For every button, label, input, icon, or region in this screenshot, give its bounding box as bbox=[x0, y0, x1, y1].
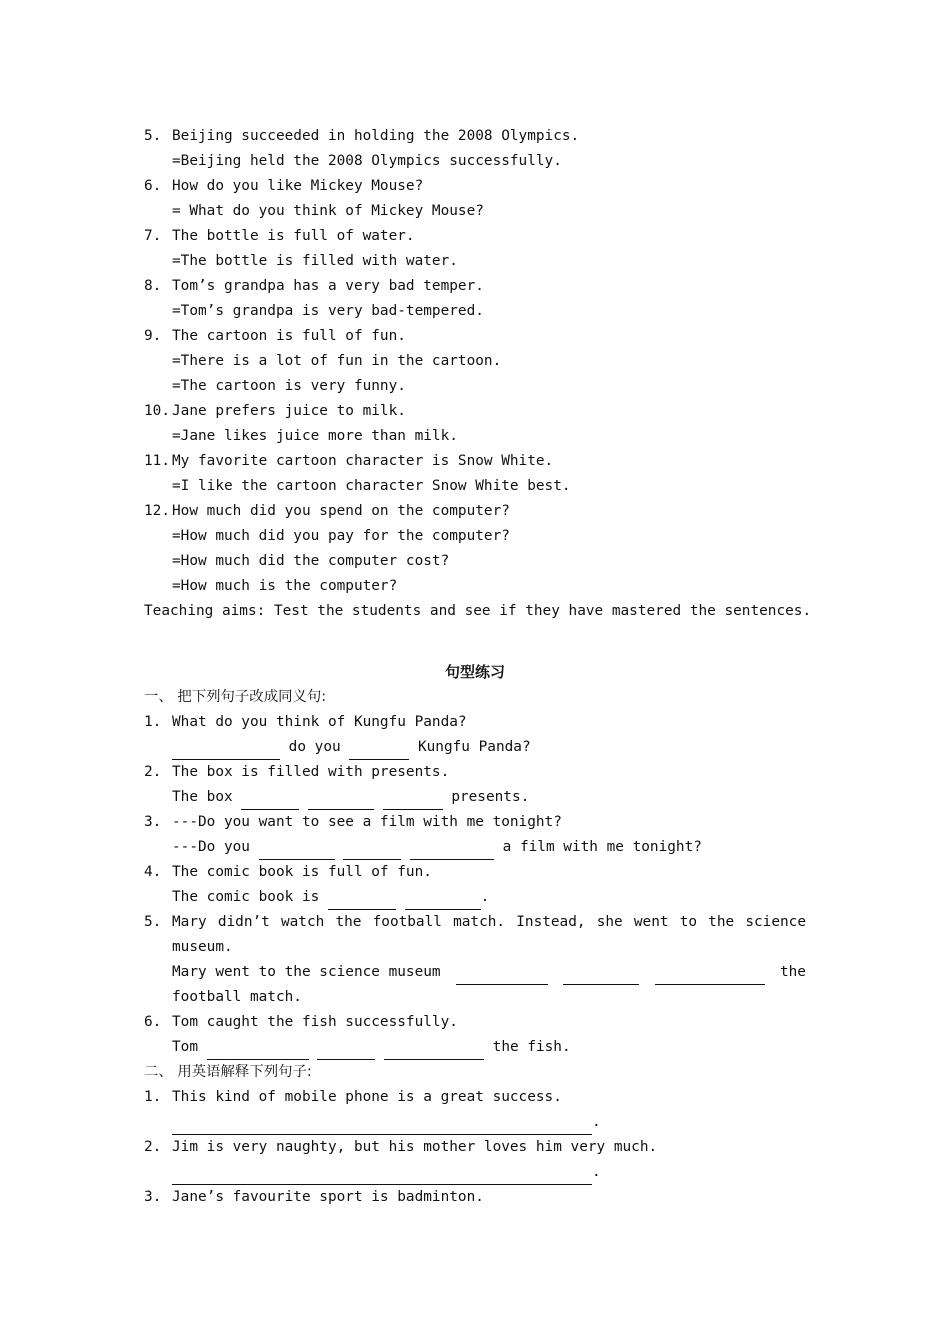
section-title: 句型练习 bbox=[444, 663, 505, 681]
item-number: 9. bbox=[144, 328, 162, 344]
sentence-text: =The bottle is filled with water. bbox=[172, 253, 458, 269]
sentence-text: Jane prefers juice to milk. bbox=[172, 403, 406, 419]
sentence-item bbox=[144, 499, 806, 524]
blank-field[interactable] bbox=[383, 795, 443, 810]
blank-field[interactable] bbox=[328, 895, 396, 910]
answer-line: The comic book is . bbox=[172, 885, 806, 910]
blank-field[interactable] bbox=[308, 795, 374, 810]
sentence-text: =How much is the computer? bbox=[172, 578, 398, 594]
sentence-text: = What do you think of Mickey Mouse? bbox=[172, 203, 484, 219]
answer-line: . bbox=[172, 1160, 806, 1185]
blank-field[interactable] bbox=[655, 970, 765, 985]
exercise-item: 3. ---Do you want to see a film with me tonight? bbox=[144, 814, 562, 830]
blank-field[interactable] bbox=[172, 1170, 592, 1185]
exercise-item: 1. What do you think of Kungfu Panda? bbox=[144, 714, 467, 730]
blank-field[interactable] bbox=[343, 845, 401, 860]
sentence-item bbox=[144, 449, 806, 474]
sentence-item bbox=[144, 224, 806, 249]
blank-field[interactable] bbox=[317, 1045, 375, 1060]
document-page bbox=[144, 124, 812, 1210]
sentence-text: The cartoon is full of fun. bbox=[172, 328, 406, 344]
sentence-text: =Tom’s grandpa is very bad-tempered. bbox=[172, 303, 484, 319]
sentence-text: How much did you spend on the computer? bbox=[172, 503, 510, 519]
sentence-equivalent bbox=[144, 299, 806, 324]
sentence-text: The bottle is full of water. bbox=[172, 228, 415, 244]
item-number: 8. bbox=[144, 278, 162, 294]
part-b-heading: 二、 用英语解释下列句子: bbox=[144, 1064, 312, 1080]
sentence-item bbox=[144, 399, 806, 424]
sentence-text: =The cartoon is very funny. bbox=[172, 378, 406, 394]
exercise-item: 2. The box is filled with presents. bbox=[144, 764, 450, 780]
answer-line-continued: football match. bbox=[172, 989, 302, 1005]
sentence-text: My favorite cartoon character is Snow White. bbox=[172, 453, 554, 469]
blank-field[interactable] bbox=[172, 1120, 592, 1135]
sentence-text: =Beijing held the 2008 Olympics successfully. bbox=[172, 153, 562, 169]
sentence-equivalent bbox=[144, 549, 806, 574]
exercise-item: 4. The comic book is full of fun. bbox=[144, 864, 432, 880]
blank-field[interactable] bbox=[563, 970, 639, 985]
blank-field[interactable] bbox=[405, 895, 481, 910]
answer-line: do you Kungfu Panda? bbox=[172, 735, 806, 760]
sentence-item bbox=[144, 124, 806, 149]
exercise-item-continued: museum. bbox=[172, 939, 233, 955]
blank-field[interactable] bbox=[241, 795, 299, 810]
sentence-equivalent bbox=[144, 524, 806, 549]
part-a-heading: 一、 把下列句子改成同义句: bbox=[144, 689, 327, 705]
answer-line: . bbox=[172, 1110, 806, 1135]
sentence-equivalent bbox=[144, 374, 806, 399]
item-number: 5. bbox=[144, 128, 162, 144]
answer-line: The box presents. bbox=[172, 785, 806, 810]
sentence-item bbox=[144, 274, 806, 299]
item-number: 12. bbox=[144, 503, 170, 519]
blank-field[interactable] bbox=[259, 845, 335, 860]
sentence-text: =I like the cartoon character Snow White best. bbox=[172, 478, 571, 494]
blank-field[interactable] bbox=[384, 1045, 484, 1060]
sentence-text: =How much did you pay for the computer? bbox=[172, 528, 510, 544]
answer-line: Tom the fish. bbox=[172, 1035, 806, 1060]
exercise-item: 5. Mary didn’t watch the football match. Instead, she went to the science bbox=[144, 914, 806, 930]
sentence-equivalent bbox=[144, 474, 806, 499]
sentence-equivalent bbox=[144, 574, 806, 599]
sentence-equivalent bbox=[144, 349, 806, 374]
answer-line: Mary went to the science museum the bbox=[172, 960, 806, 985]
sentence-text: =How much did the computer cost? bbox=[172, 553, 450, 569]
blank-field[interactable] bbox=[349, 745, 409, 760]
teaching-aims: Teaching aims: Test the students and see if they have mastered the sentences. bbox=[144, 603, 812, 619]
sentence-list bbox=[144, 124, 806, 599]
item-number: 7. bbox=[144, 228, 162, 244]
sentence-text: How do you like Mickey Mouse? bbox=[172, 178, 424, 194]
sentence-equivalent bbox=[144, 249, 806, 274]
sentence-text: =There is a lot of fun in the cartoon. bbox=[172, 353, 502, 369]
sentence-item bbox=[144, 324, 806, 349]
explain-item: 2. Jim is very naughty, but his mother loves him very much. bbox=[144, 1139, 658, 1155]
sentence-equivalent bbox=[144, 199, 806, 224]
blank-field[interactable] bbox=[456, 970, 548, 985]
sentence-equivalent bbox=[144, 149, 806, 174]
exercise-item: 6. Tom caught the fish successfully. bbox=[144, 1014, 458, 1030]
item-number: 11. bbox=[144, 453, 170, 469]
sentence-text: Tom’s grandpa has a very bad temper. bbox=[172, 278, 484, 294]
sentence-item bbox=[144, 174, 806, 199]
blank-field[interactable] bbox=[207, 1045, 309, 1060]
explain-item: 3. Jane’s favourite sport is badminton. bbox=[144, 1189, 484, 1205]
blank-field[interactable] bbox=[172, 745, 280, 760]
sentence-text: Beijing succeeded in holding the 2008 Olympics. bbox=[172, 128, 580, 144]
sentence-equivalent bbox=[144, 424, 806, 449]
answer-line: ---Do you a film with me tonight? bbox=[172, 835, 806, 860]
item-number: 10. bbox=[144, 403, 170, 419]
explain-item: 1. This kind of mobile phone is a great success. bbox=[144, 1089, 562, 1105]
blank-field[interactable] bbox=[410, 845, 494, 860]
item-number: 6. bbox=[144, 178, 162, 194]
sentence-text: =Jane likes juice more than milk. bbox=[172, 428, 458, 444]
